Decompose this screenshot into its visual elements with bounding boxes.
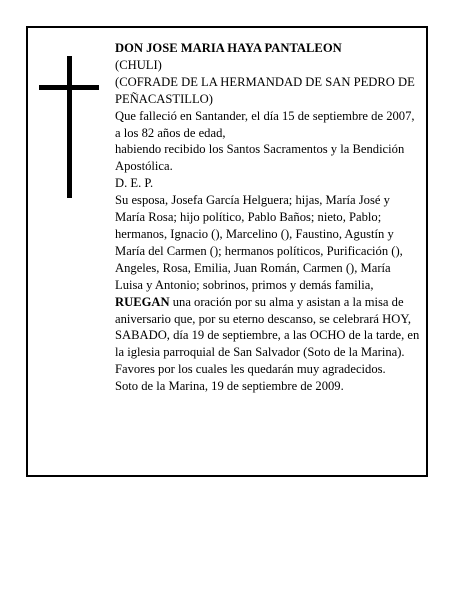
cross-vertical-bar	[67, 56, 72, 198]
deceased-affiliation: (COFRADE DE LA HERMANDAD DE SAN PEDRO DE PEÑACASTILLO)	[115, 74, 415, 106]
request-text-1: una oración por su alma y asistan a la misa de aniversario que, por su eterno descanso, se celebrará	[115, 294, 404, 326]
mass-request	[115, 294, 421, 379]
request-text-3: de la tarde, en la iglesia parroquial de San Salvador (Soto de la Marina). Favores por los cuales les quedarán muy agradecidos.	[115, 328, 420, 377]
death-statement: Que falleció en Santander, el día 15 de septiembre de 2007, a los 82 años de edad,	[115, 108, 415, 140]
cross-horizontal-bar	[39, 85, 99, 90]
rip-line: D. E. P.	[115, 176, 154, 191]
family-list: Su esposa, Josefa García Helguera; hijas, María José y María Rosa; hijo político, Pablo Baños; nieto, Pablo; hermanos, Ignacio (), Marcelino (), Faustino, Agustín y María del Carmen (); hermanos políticos, Purificación (), Angeles, Rosa, Emilia, Juan Román, Carmen (), María Luisa y Antonio; sobrinos, primos y demás familia,	[115, 193, 403, 292]
place-date: Soto de la Marina, 19 de septiembre de 2009.	[115, 379, 344, 394]
request-text-2: , día 19 de septiembre, a las	[166, 328, 310, 343]
deceased-name: DON JOSE MARIA HAYA PANTALEON	[115, 41, 342, 55]
request-day: HOY, SABADO	[115, 311, 411, 343]
sacraments-statement: habiendo recibido los Santos Sacramentos y la Bendición Apostólica.	[115, 142, 405, 174]
request-keyword: RUEGAN	[115, 294, 170, 309]
obituary-notice	[26, 26, 428, 477]
request-time: OCHO	[309, 328, 346, 343]
notice-text	[115, 40, 421, 395]
deceased-nickname: (CHULI)	[115, 57, 162, 72]
